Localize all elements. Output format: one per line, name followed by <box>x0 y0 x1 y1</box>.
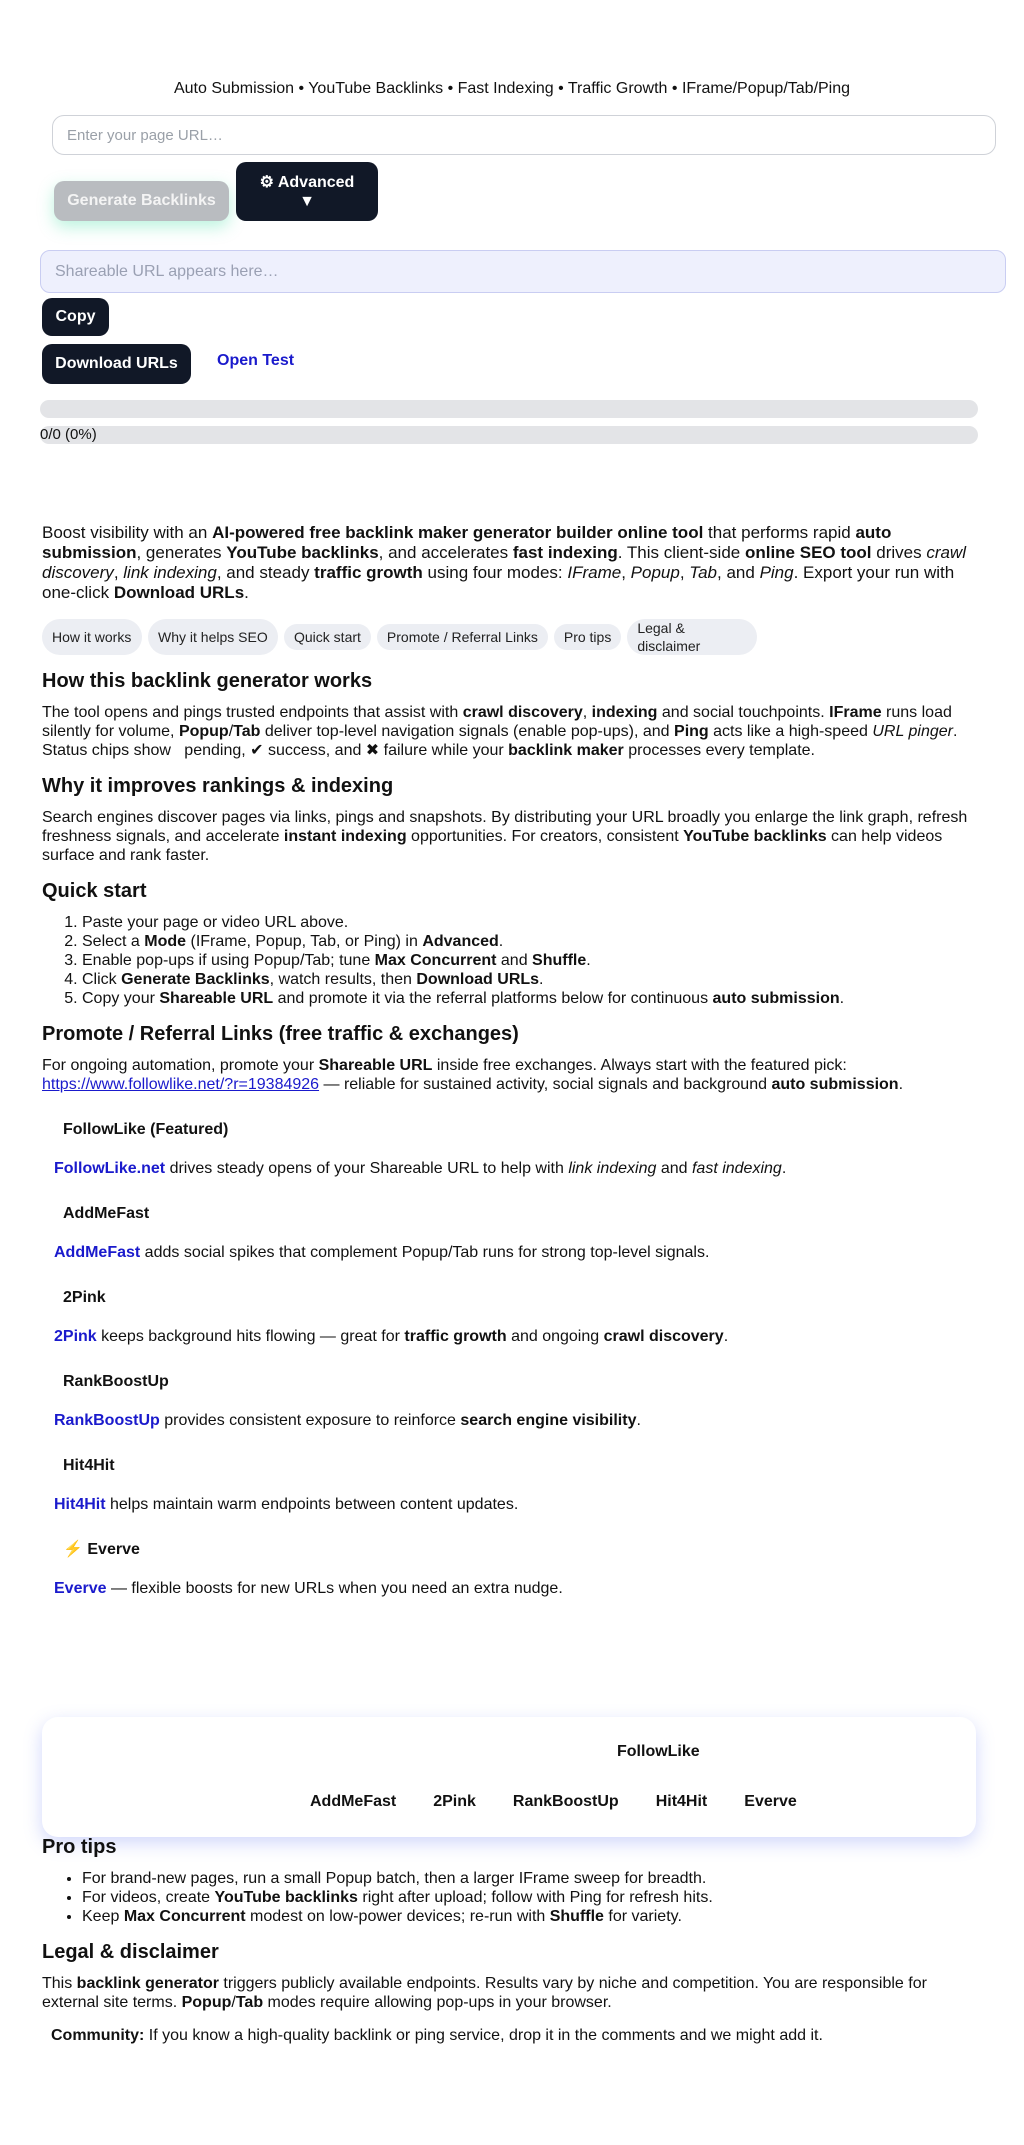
how-paragraph: The tool opens and pings trusted endpoints that assist with crawl discovery, indexing and social touchpoints. IFrame runs load silently for volume, Popup/Tab deliver top-level navigation signals (enable pop-ups), and Ping acts like a high-speed URL pinger. Status chips show pending, ✔ success, and ✖ failure while your backlink maker processes every template. <box>42 704 958 759</box>
platform-link-hit4hit[interactable]: Hit4Hit <box>54 1496 106 1513</box>
platform-desc-rankboostup: RankBoostUp provides consistent exposure to reinforce search engine visibility. <box>54 1412 641 1429</box>
section-nav <box>42 619 982 655</box>
platform-desc-2pink: 2Pink keeps background hits flowing — great for traffic growth and ongoing crawl discovery. <box>54 1328 729 1345</box>
page-url-input[interactable] <box>52 115 996 155</box>
advanced-toggle-button[interactable]: ⚙ Advanced ▼ <box>236 162 378 221</box>
promote-paragraph: For ongoing automation, promote your Shareable URL inside free exchanges. Always start with the featured pick: https://www.followlike.net/?r=19384926 — reliable for sustained activity, social signals and background auto submission. <box>42 1057 904 1093</box>
platform-desc-followlike: FollowLike.net drives steady opens of your Shareable URL to help with link indexing and fast indexing. <box>54 1160 787 1177</box>
legal-paragraph: This backlink generator triggers publicly available endpoints. Results vary by niche and competition. You are responsible for external site terms. Popup/Tab modes require allowing pop-ups in your browser. <box>42 1975 927 2011</box>
badge-row <box>310 1793 797 1811</box>
legal-heading: Legal & disclaimer <box>42 1941 219 1963</box>
followlike-referral-link[interactable]: https://www.followlike.net/?r=19384926 <box>42 1076 320 1093</box>
why-heading: Why it improves rankings & indexing <box>42 775 394 797</box>
how-heading: How this backlink generator works <box>42 670 373 692</box>
platform-link-addmefast[interactable]: AddMeFast <box>54 1244 141 1261</box>
community-label: Community: <box>51 2027 145 2044</box>
open-test-link[interactable]: Open Test <box>217 352 295 369</box>
platform-title-followlike: FollowLike (Featured) <box>63 1121 229 1138</box>
pro-tips-list <box>42 1869 982 1926</box>
platform-title-everve: ⚡ Everve <box>63 1541 140 1558</box>
platform-link-everve[interactable]: Everve <box>54 1580 107 1597</box>
list-item: • For brand-new pages, run a small Popup batch, then a larger IFrame sweep for breadth. <box>82 1869 982 1888</box>
badge-everve[interactable]: Everve <box>744 1793 797 1810</box>
platform-title-rankboostup: RankBoostUp <box>63 1373 169 1390</box>
platform-link-2pink[interactable]: 2Pink <box>54 1328 97 1345</box>
partner-badges <box>42 1717 976 1837</box>
shareable-url-field[interactable] <box>40 250 1006 293</box>
list-item: • Keep Max Concurrent modest on low-power devices; re-run with Shuffle for variety. <box>82 1907 982 1926</box>
badge-addmefast[interactable]: AddMeFast <box>310 1793 397 1810</box>
badge-hit4hit[interactable]: Hit4Hit <box>655 1793 708 1810</box>
chip-legal[interactable]: Legal & disclaimer <box>627 619 757 655</box>
platform-link-followlike[interactable]: FollowLike.net <box>54 1160 166 1177</box>
copy-button[interactable]: Copy <box>42 298 109 336</box>
list-item: 2. Select a Mode (IFrame, Popup, Tab, or Ping) in Advanced. <box>82 932 982 951</box>
platform-list <box>54 1120 982 1598</box>
list-item: 5. Copy your Shareable URL and promote it via the referral platforms below for continuous auto submission. <box>82 989 982 1008</box>
chip-pro-tips[interactable]: Pro tips <box>554 624 621 650</box>
progress-text: 0/0 (0%) <box>40 426 978 444</box>
badge-rankboostup[interactable]: RankBoostUp <box>512 1793 619 1810</box>
seo-content <box>42 523 982 1598</box>
chip-why-it-helps[interactable]: Why it helps SEO <box>148 619 278 655</box>
platform-desc-addmefast: AddMeFast adds social spikes that complement Popup/Tab runs for strong top-level signals. <box>54 1244 710 1261</box>
progress-bar <box>40 400 978 418</box>
pro-tips-heading: Pro tips <box>42 1836 117 1858</box>
badge-2pink[interactable]: 2Pink <box>433 1793 476 1810</box>
platform-title-hit4hit: Hit4Hit <box>63 1457 115 1474</box>
quick-start-heading: Quick start <box>42 880 147 902</box>
list-item: 1. Paste your page or video URL above. <box>82 913 982 932</box>
badge-followlike[interactable]: FollowLike <box>617 1743 700 1760</box>
chip-promote[interactable]: Promote / Referral Links <box>377 624 548 650</box>
platform-title-2pink: 2Pink <box>63 1289 106 1306</box>
platform-title-addmefast: AddMeFast <box>63 1205 150 1222</box>
promote-heading: Promote / Referral Links (free traffic & exchanges) <box>42 1023 519 1045</box>
download-urls-button[interactable]: Download URLs <box>42 344 191 384</box>
community-note <box>51 2026 982 2045</box>
generate-backlinks-button[interactable]: Generate Backlinks <box>54 181 229 221</box>
community-text: If you know a high-quality backlink or ping service, drop it in the comments and we might add it. <box>148 2027 823 2044</box>
chip-how-it-works[interactable]: How it works <box>42 619 142 655</box>
platform-desc-everve: Everve — flexible boosts for new URLs when you need an extra nudge. <box>54 1580 563 1597</box>
quick-start-list <box>42 913 982 1008</box>
tagline: Auto Submission • YouTube Backlinks • Fast Indexing • Traffic Growth • IFrame/Popup/Tab/Ping <box>173 80 851 97</box>
lower-content <box>42 1835 982 2045</box>
list-item: 3. Enable pop-ups if using Popup/Tab; tune Max Concurrent and Shuffle. <box>82 951 982 970</box>
intro-paragraph: Boost visibility with an AI-powered free backlink maker generator builder online tool that performs rapid auto submission, generates YouTube backlinks, and accelerates fast indexing. This client-side online SEO tool drives crawl discovery, link indexing, and steady traffic growth using four modes: IFrame, Popup, Tab, and Ping. Export your run with one-click Download URLs. <box>42 523 966 602</box>
platform-desc-hit4hit: Hit4Hit helps maintain warm endpoints between content updates. <box>54 1496 519 1513</box>
platform-link-rankboostup[interactable]: RankBoostUp <box>54 1412 160 1429</box>
why-paragraph: Search engines discover pages via links, pings and snapshots. By distributing your URL broadly you enlarge the link graph, refresh freshness signals, and accelerate instant indexing opportunities. For creators, consistent YouTube backlinks can help videos surface and rank faster. <box>42 809 968 864</box>
list-item: • For videos, create YouTube backlinks right after upload; follow with Ping for refresh hits. <box>82 1888 982 1907</box>
chip-quick-start[interactable]: Quick start <box>284 624 371 650</box>
list-item: 4. Click Generate Backlinks, watch results, then Download URLs. <box>82 970 982 989</box>
